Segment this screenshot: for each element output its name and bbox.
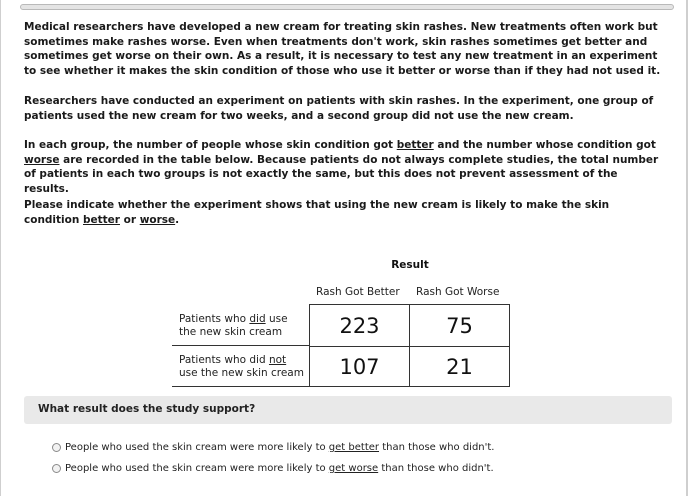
row1-did: did	[249, 313, 266, 325]
row2-text-a: Patients who did	[179, 354, 269, 366]
radio-button-icon[interactable]	[52, 443, 61, 452]
cell-not-used-better: 107	[310, 347, 410, 386]
radio-button-icon[interactable]	[52, 464, 61, 473]
row-label-used	[179, 313, 288, 339]
result-title: Result	[391, 259, 429, 271]
p4-worse: worse	[139, 213, 176, 226]
window-frame-left	[0, 0, 1, 496]
instruction-paragraph	[24, 198, 664, 227]
p3-worse: worse	[24, 153, 60, 166]
row-divider	[172, 386, 310, 387]
results-table	[309, 304, 510, 387]
o2-text-b: than those who didn't.	[378, 463, 494, 474]
o2-underlined: get worse	[328, 463, 379, 474]
o2-text-a: People who used the skin cream were more likely to	[65, 463, 329, 474]
option-get-worse[interactable]	[52, 463, 494, 474]
o1-underlined: get better	[328, 442, 380, 453]
option-get-better[interactable]	[52, 442, 495, 453]
cell-not-used-worse: 21	[446, 354, 473, 379]
row1-text-b: use	[265, 313, 288, 325]
row1-text-c: the new skin cream	[179, 326, 283, 338]
row-divider	[172, 345, 310, 346]
cell-used-better: 223	[310, 305, 410, 347]
p3-text-c: are recorded in the table below. Because patients do not always complete studies, the total number of patients in each two groups is not exactly the same, but this does not prevent assessment of the results.	[24, 153, 659, 195]
row2-not: not	[268, 354, 287, 366]
p3-better: better	[396, 139, 434, 151]
intro-paragraph-1: Medical researchers have developed a new cream for treating skin rashes. New treatments often work but sometimes make rashes worse. Even when treatments don't work, skin rashes sometimes get better and sometimes get worse on their own. As a result, it is necessary to test any new treatment in an experiment to see whether it makes the skin condition of those who use it better or worse than if they had not used it.	[24, 21, 661, 77]
row-label-not-used	[179, 354, 304, 380]
p4-text-b: or	[119, 213, 140, 226]
progress-bar	[20, 4, 674, 10]
intro-paragraph-2: Researchers have conducted an experiment on patients with skin rashes. In the experiment, one group of patients used the new cream for two weeks, and a second group did not use the new cream.	[24, 95, 654, 122]
p3-text-b: and the number whose condition got	[433, 139, 656, 151]
p4-text-c: .	[175, 213, 180, 226]
o1-text-a: People who used the skin cream were more likely to	[65, 442, 329, 453]
cell-used-worse: 75	[410, 305, 509, 347]
o1-text-b: than those who didn't.	[379, 442, 495, 453]
intro-paragraph-3	[24, 138, 664, 196]
row2-text-c: use the new skin cream	[179, 367, 304, 379]
p4-text-a: Please indicate whether the experiment shows that using the new cream is likely to make the skin condition	[24, 199, 610, 226]
column-header-better: Rash Got Better	[316, 286, 400, 298]
option-label	[65, 442, 495, 453]
p4-better: better	[83, 213, 120, 226]
row1-text-a: Patients who	[179, 313, 250, 325]
question-bar	[24, 396, 672, 424]
question-text: What result does the study support?	[38, 403, 256, 415]
option-label	[65, 463, 494, 474]
p3-text-a: In each group, the number of people whose skin condition got	[24, 139, 397, 151]
column-header-worse: Rash Got Worse	[416, 286, 500, 298]
